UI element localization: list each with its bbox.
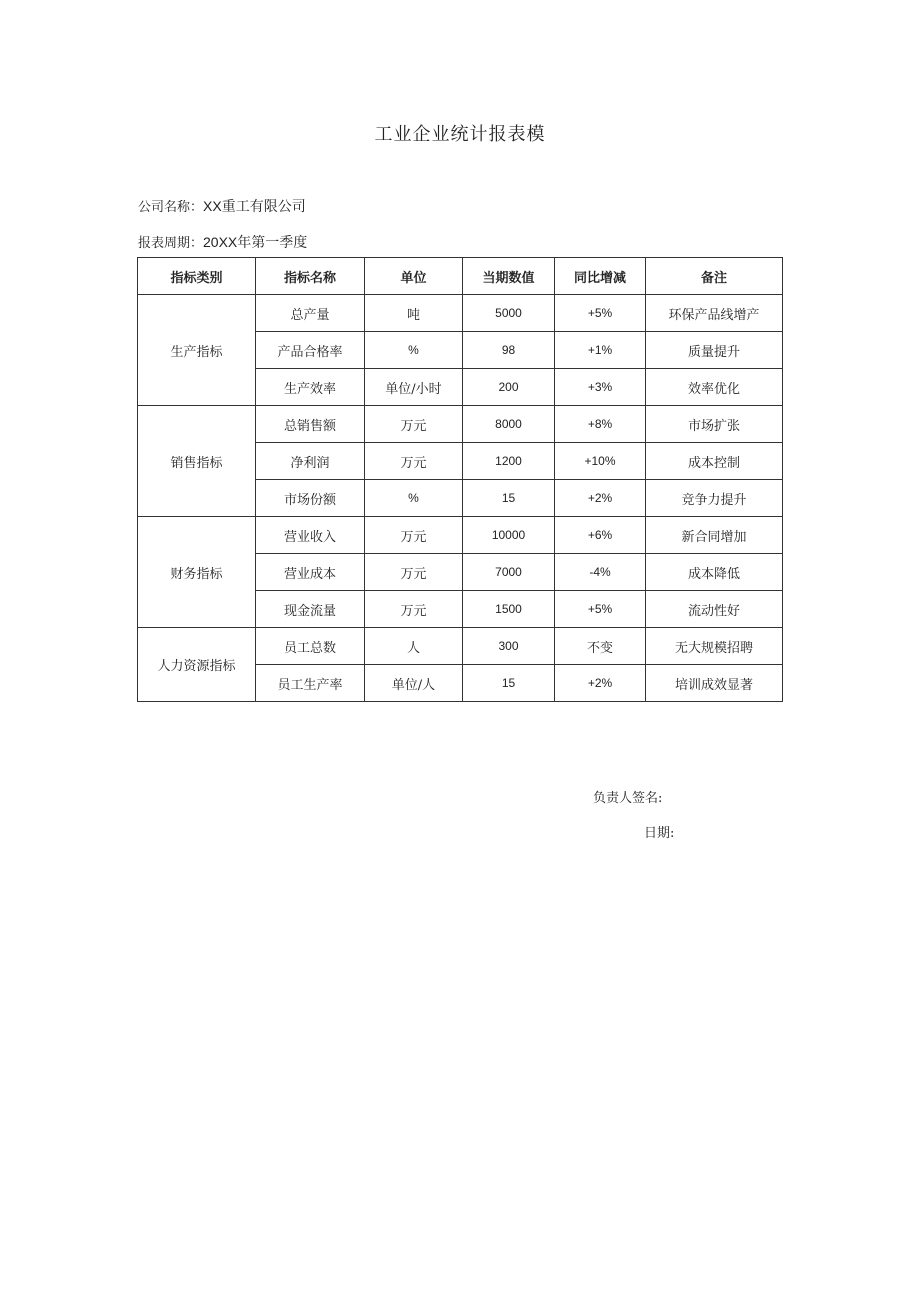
unit-cell: % <box>365 332 463 369</box>
unit-cell: 单位/小时 <box>365 369 463 406</box>
header-change: 同比增减 <box>555 258 646 295</box>
period-label: 报表周期： <box>138 236 204 251</box>
category-cell: 销售指标 <box>138 406 256 517</box>
period-line <box>138 232 307 252</box>
note-cell: 竞争力提升 <box>646 480 783 517</box>
value-cell: 1500 <box>463 591 555 628</box>
note-cell: 培训成效显著 <box>646 665 783 702</box>
unit-cell: 吨 <box>365 295 463 332</box>
change-cell: +8% <box>555 406 646 443</box>
indicator-name: 市场份额 <box>256 480 365 517</box>
note-cell: 成本降低 <box>646 554 783 591</box>
unit-cell: 万元 <box>365 554 463 591</box>
table-row <box>138 628 783 665</box>
company-label: 公司名称： <box>138 200 204 215</box>
indicator-name: 净利润 <box>256 443 365 480</box>
value-cell: 7000 <box>463 554 555 591</box>
category-cell: 人力资源指标 <box>138 628 256 702</box>
note-cell: 流动性好 <box>646 591 783 628</box>
note-cell: 环保产品线增产 <box>646 295 783 332</box>
value-cell: 300 <box>463 628 555 665</box>
value-cell: 5000 <box>463 295 555 332</box>
indicator-name: 营业收入 <box>256 517 365 554</box>
indicator-name: 总销售额 <box>256 406 365 443</box>
header-name: 指标名称 <box>256 258 365 295</box>
table-row <box>138 295 783 332</box>
change-cell: +2% <box>555 480 646 517</box>
change-cell: +3% <box>555 369 646 406</box>
company-line <box>138 196 306 216</box>
unit-cell: 万元 <box>365 406 463 443</box>
note-cell: 质量提升 <box>646 332 783 369</box>
category-cell: 生产指标 <box>138 295 256 406</box>
indicator-name: 总产量 <box>256 295 365 332</box>
date-label: 日期: <box>644 826 675 841</box>
header-unit: 单位 <box>365 258 463 295</box>
category-cell: 财务指标 <box>138 517 256 628</box>
note-cell: 市场扩张 <box>646 406 783 443</box>
change-cell: -4% <box>555 554 646 591</box>
change-cell: +5% <box>555 591 646 628</box>
change-cell: +5% <box>555 295 646 332</box>
value-cell: 98 <box>463 332 555 369</box>
statistics-table <box>137 257 783 702</box>
document-title: 工业企业统计报表模 <box>374 124 546 145</box>
indicator-name: 员工总数 <box>256 628 365 665</box>
indicator-name: 员工生产率 <box>256 665 365 702</box>
value-cell: 8000 <box>463 406 555 443</box>
unit-cell: 万元 <box>365 443 463 480</box>
table-row <box>138 406 783 443</box>
unit-cell: 万元 <box>365 591 463 628</box>
value-cell: 15 <box>463 665 555 702</box>
unit-cell: 单位/人 <box>365 665 463 702</box>
unit-cell: % <box>365 480 463 517</box>
unit-cell: 万元 <box>365 517 463 554</box>
table-header-row <box>138 258 783 295</box>
note-cell: 无大规模招聘 <box>646 628 783 665</box>
signer-label: 负责人签名: <box>593 791 663 806</box>
value-cell: 1200 <box>463 443 555 480</box>
change-cell: 不变 <box>555 628 646 665</box>
change-cell: +2% <box>555 665 646 702</box>
change-cell: +10% <box>555 443 646 480</box>
company-value: XX重工有限公司 <box>203 198 306 214</box>
value-cell: 10000 <box>463 517 555 554</box>
indicator-name: 现金流量 <box>256 591 365 628</box>
note-cell: 新合同增加 <box>646 517 783 554</box>
indicator-name: 产品合格率 <box>256 332 365 369</box>
value-cell: 200 <box>463 369 555 406</box>
note-cell: 效率优化 <box>646 369 783 406</box>
indicator-name: 营业成本 <box>256 554 365 591</box>
change-cell: +6% <box>555 517 646 554</box>
period-value: 20XX年第一季度 <box>203 234 308 250</box>
header-category: 指标类别 <box>138 258 256 295</box>
header-value: 当期数值 <box>463 258 555 295</box>
table-row <box>138 517 783 554</box>
note-cell: 成本控制 <box>646 443 783 480</box>
header-note: 备注 <box>646 258 783 295</box>
value-cell: 15 <box>463 480 555 517</box>
indicator-name: 生产效率 <box>256 369 365 406</box>
unit-cell: 人 <box>365 628 463 665</box>
change-cell: +1% <box>555 332 646 369</box>
